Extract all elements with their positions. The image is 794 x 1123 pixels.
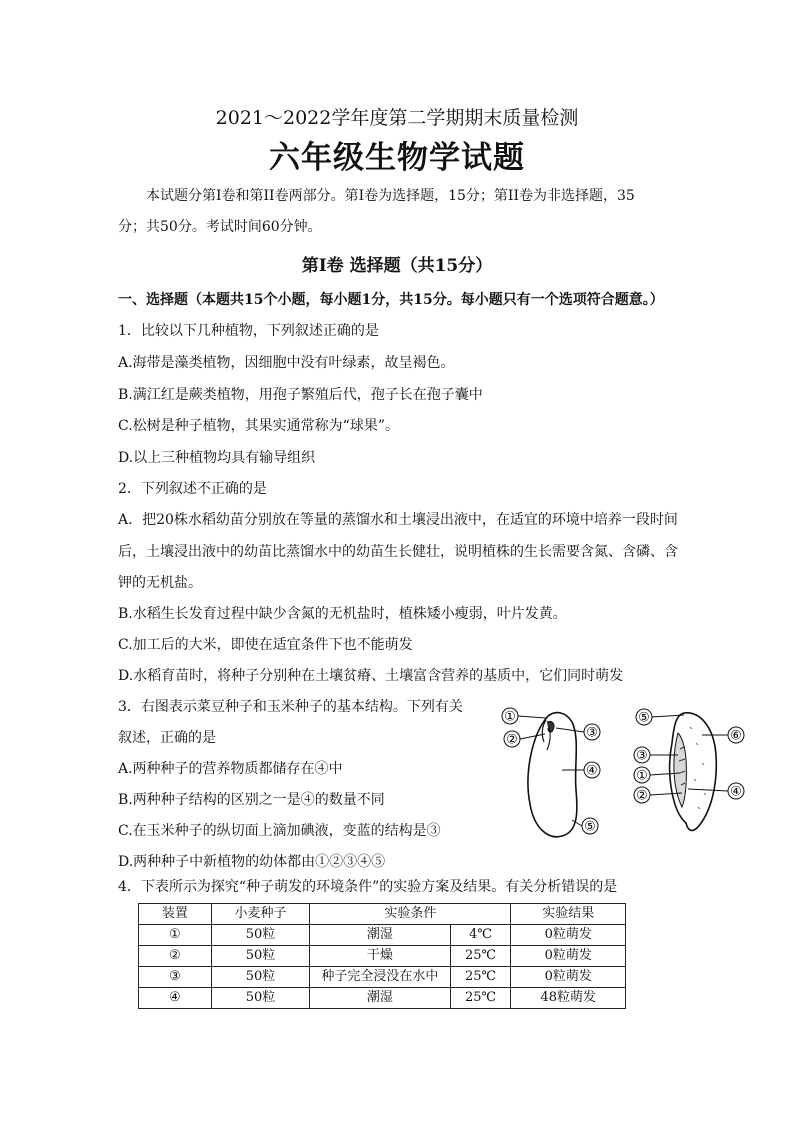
corn-label-6: ⑥	[730, 728, 742, 744]
cell-device: ③	[139, 967, 212, 988]
cell-temperature: 25℃	[450, 946, 511, 967]
exam-header: 2021～2022学年度第二学期期末质量检测	[215, 107, 579, 129]
q2-option-d: D.水稻育苗时，将种子分别种在土壤贫瘠、土壤富含营养的基质中，它们同时萌发	[118, 668, 624, 684]
q1-option-b: B.满江红是蕨类植物，用孢子繁殖后代，孢子长在孢子囊中	[118, 387, 483, 403]
table-row	[139, 925, 626, 946]
bean-label-3: ③	[586, 725, 598, 741]
corn-label-3: ③	[636, 748, 648, 764]
cell-result: 0粒萌发	[511, 946, 626, 967]
corn-label-2: ②	[636, 788, 648, 804]
header-device: 装置	[139, 904, 212, 925]
q2-option-a-line-2: 后，土壤浸出液中的幼苗比蒸馏水中的幼苗生长健壮，说明植株的生长需要含氮、含磷、含	[118, 544, 678, 560]
intro-line-1: 本试题分第Ⅰ卷和第II卷两部分。第Ⅰ卷为选择题，15分；第II卷为非选择题，35	[146, 188, 635, 204]
q3-option-d: D.两种种子中新植物的幼体都由①②③④⑤	[118, 854, 386, 870]
cell-temperature: 4℃	[450, 925, 511, 946]
cell-seeds: 50粒	[211, 946, 310, 967]
bean-label-4: ④	[586, 763, 598, 779]
corn-label-1: ①	[636, 768, 648, 784]
q1-option-c: C.松树是种子植物，其果实通常称为“球果”。	[118, 418, 399, 434]
intro-line-2: 分；共50分。考试时间60分钟。	[118, 219, 322, 235]
q2-option-b: B.水稻生长发育过程中缺少含氮的无机盐时，植株矮小瘦弱，叶片发黄。	[118, 606, 567, 622]
bean-seed-diagram	[500, 700, 630, 845]
q4-stem: 4．下表所示为探究“种子萌发的环境条件”的实验方案及结果。有关分析错误的是	[118, 879, 618, 895]
corn-label-5: ⑤	[638, 710, 650, 726]
cell-condition: 潮湿	[310, 925, 450, 946]
q3-stem-line-1: 3．右图表示菜豆种子和玉米种子的基本结构。下列有关	[118, 699, 463, 715]
q1-stem: 1．比较以下几种植物，下列叙述正确的是	[118, 323, 379, 339]
table-header-row	[139, 904, 626, 925]
cell-seeds: 50粒	[211, 967, 310, 988]
cell-device: ④	[139, 988, 212, 1009]
q1-option-a: A.海带是藻类植物，因细胞中没有叶绿素，故呈褐色。	[118, 355, 455, 371]
table-row	[139, 946, 626, 967]
bean-label-5: ⑤	[584, 819, 596, 835]
bean-label-2: ②	[506, 732, 518, 748]
part-instruction: 一、选择题（本题共15个小题，每小题1分，共15分。每小题只有一个选项符合题意。）	[118, 292, 664, 308]
q3-option-c: C.在玉米种子的纵切面上滴加碘液，变蓝的结构是③	[118, 823, 441, 839]
exam-title: 六年级生物学试题	[269, 140, 525, 176]
cell-device: ①	[139, 925, 212, 946]
cell-seeds: 50粒	[211, 925, 310, 946]
q2-stem: 2．下列叙述不正确的是	[118, 481, 267, 497]
q3-option-a: A.两种种子的营养物质都储存在④中	[118, 761, 343, 777]
section-heading: 第Ⅰ卷 选择题（共15分）	[301, 256, 493, 276]
header-seeds: 小麦种子	[211, 904, 310, 925]
q1-option-d: D.以上三种植物均具有输导组织	[118, 450, 316, 466]
q2-option-c: C.加工后的大米，即使在适宜条件下也不能萌发	[118, 637, 413, 653]
cell-seeds: 50粒	[211, 988, 310, 1009]
table-row	[139, 988, 626, 1009]
q3-stem-line-2: 叙述，正确的是	[118, 730, 216, 746]
corn-label-4: ④	[730, 784, 742, 800]
cell-result: 0粒萌发	[511, 967, 626, 988]
bean-label-1: ①	[504, 709, 516, 725]
q2-option-a-line-1: A．把20株水稻幼苗分别放在等量的蒸馏水和土壤浸出液中，在适宜的环境中培养一段时间	[118, 512, 678, 528]
cell-condition: 潮湿	[310, 988, 450, 1009]
cell-temperature: 25℃	[450, 967, 511, 988]
cell-condition: 干燥	[310, 946, 450, 967]
header-conditions: 实验条件	[310, 904, 511, 925]
corn-seed-diagram	[632, 703, 752, 843]
cell-result: 0粒萌发	[511, 925, 626, 946]
experiment-table	[138, 903, 626, 1009]
cell-condition: 种子完全浸没在水中	[310, 967, 450, 988]
cell-device: ②	[139, 946, 212, 967]
header-results: 实验结果	[511, 904, 626, 925]
cell-result: 48粒萌发	[511, 988, 626, 1009]
q2-option-a-line-3: 钾的无机盐。	[118, 575, 202, 591]
table-row	[139, 967, 626, 988]
cell-temperature: 25℃	[450, 988, 511, 1009]
q3-option-b: B.两种种子结构的区别之一是④的数量不同	[118, 792, 385, 808]
